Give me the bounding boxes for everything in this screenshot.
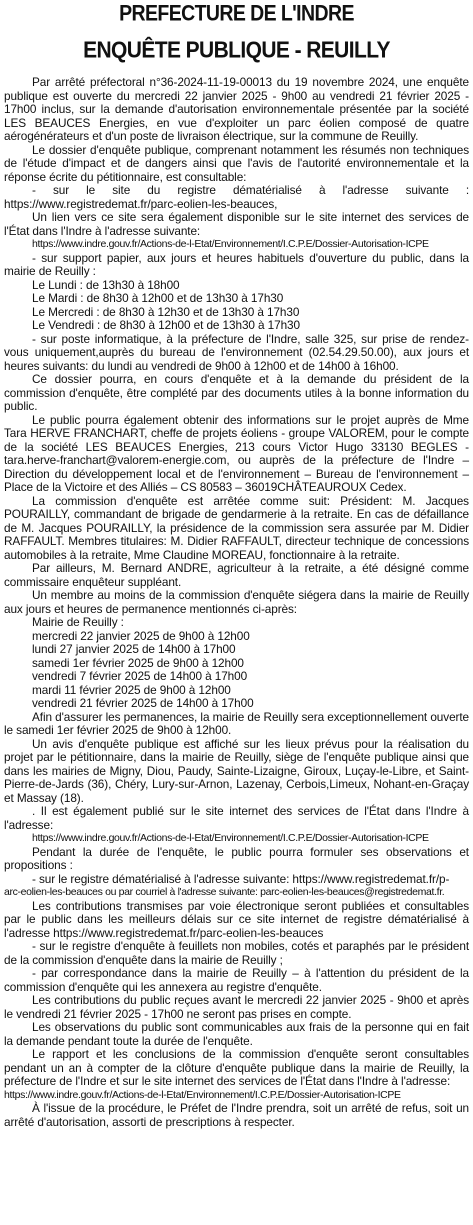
notice-paragraph: À l'issue de la procédure, le Préfet de l'Indre prendra, soit un arrêté de refus, soit un arrêté d'autorisation, assorti de prescriptions à respecter. [4, 1101, 469, 1129]
notice-paragraph: Un avis d'enquête publique est affiché sur les lieux prévus pour la réalisation du projet par le pétitionnaire, dans la mairie de Reuilly, siège de l'enquête publique ainsi que dans les mairies de Migny, Diou, Paudy, Sainte-Lizaigne, Giroux, Luçay-le-Libre, et Saint-Pierre-de-Jards (36), Chéry, Lury-sur-Arnon, Lazenay, Cerbois,Limeux, Nohant-en-Graçay et Massay (18). [4, 736, 469, 805]
notice-paragraph: vendredi 7 février 2025 de 14h00 à 17h00 [32, 669, 248, 683]
notice-paragraph: Les contributions du public reçues avant le mercredi 22 janvier 2025 - 9h00 et après le vendredi 21 février 2025 - 17h00 ne seront pas prises en compte. [4, 993, 469, 1021]
notice-paragraph: Le rapport et les conclusions de la commission d'enquête seront consultables pendant un an à compter de la clôture d'enquête publique dans la mairie de Reuilly, la préfecture de l'Indre et sur le site internet des services de l'État dans l'Indre à l'adresse: [4, 1047, 469, 1088]
notice-paragraph: lundi 27 janvier 2025 de 14h00 à 17h00 [32, 642, 236, 656]
notice-paragraph: Pendant la durée de l'enquête, le public pourra formuler ses observations et propositions : [4, 844, 469, 872]
notice-paragraph: https://www.indre.gouv.fr/Actions-de-l-Etat/Environnement/I.C.P.E/Dossier-Autorisation-ICPE [32, 832, 429, 844]
notice-paragraph: Le Mercredi : de 8h30 à 12h30 et de 13h30 à 17h30 [32, 304, 300, 319]
notice-paragraph: Le Lundi : de 13h30 à 18h00 [32, 277, 180, 292]
notice-paragraph: Les observations du public sont communicables aux frais de la personne qui en fait la demande pendant toute la durée de l'enquête. [4, 1020, 469, 1048]
notice-paragraph: Un membre au moins de la commission d'enquête siégera dans la mairie de Reuilly aux jours et heures de permanence mentionnés ci-après: [4, 588, 469, 616]
notice-paragraph: https://www.indre.gouv.fr/Actions-de-l-Etat/Environnement/I.C.P.E/Dossier-Autorisation-ICPE [32, 238, 429, 250]
notice-paragraph: Mairie de Reuilly : [32, 615, 124, 629]
notice-paragraph: Un lien vers ce site sera également disponible sur le site internet des services de l'État dans l'Indre à l'adresse suivante: [4, 210, 469, 238]
notice-paragraph: arc-eolien-les-beauces ou par courriel à l'adresse suivante: parc-eolien-les-beauces@registredemat.fr. [4, 886, 445, 898]
notice-paragraph: Le Mardi : de 8h30 à 12h00 et de 13h30 à 17h30 [32, 291, 284, 305]
notice-body [4, 76, 469, 1129]
notice-paragraph: mardi 11 février 2025 de 9h00 à 12h00 [32, 682, 231, 697]
notice-paragraph: vendredi 21 février 2025 de 14h00 à 17h00 [32, 696, 254, 710]
prefecture-heading: PREFECTURE DE L'INDRE [119, 1, 354, 27]
notice-title: ENQUÊTE PUBLIQUE - REUILLY [83, 37, 390, 64]
notice-paragraph: mercredi 22 janvier 2025 de 9h00 à 12h00 [32, 628, 250, 643]
notice-paragraph: samedi 1er février 2025 de 9h00 à 12h00 [32, 655, 244, 670]
notice-paragraph: - sur le registre dématérialisé à l'adresse suivante: https://www.registredemat.fr/p- [32, 871, 450, 886]
notice-paragraph: . Il est également publié sur le site internet des services de l'État dans l'Indre à l'adresse: [4, 804, 469, 832]
notice-paragraph: Ce dossier pourra, en cours d'enquête et à la demande du président de la commission d'enquête, être complété par des documents utiles à la bonne information du public. [4, 372, 469, 413]
notice-paragraph: - par correspondance dans la mairie de Reuilly – à l'attention du président de la commission d'enquête qui les annexera au registre d'enquête. [4, 966, 469, 994]
notice-paragraph: - sur support papier, aux jours et heures habituels d'ouverture du public, dans la mairie de Reuilly : [4, 250, 469, 278]
notice-paragraph: Par ailleurs, M. Bernard ANDRE, agriculteur à la retraite, a été désigné comme commissaire enquêteur suppléant. [4, 561, 469, 589]
notice-paragraph: Par arrêté préfectoral n°36-2024-11-19-00013 du 19 novembre 2024, une enquête publique est ouverte du mercredi 22 janvier 2025 - 9h00 au vendredi 21 février 2025 - 17h00 inclus, sur la demande d'autorisation environnementale présentée par la société LES BEAUCES Energies, en vue d'exploiter un parc éolien composé de quatre aérogénérateurs et d'un poste de livraison électrique, sur la commune de Reuilly. [4, 75, 469, 143]
notice-paragraph: - sur poste informatique, à la préfecture de l'Indre, salle 325, sur prise de rendez-vous uniquement,auprès du bureau de l'environnement (02.54.29.50.00), aux jours et heures suivants: du lundi au vendredi de 9h00 à 12h00 et de 14h00 à 16h00. [4, 331, 469, 373]
notice-paragraph: - sur le registre d'enquête à feuillets non mobiles, cotés et paraphés par le président de la commission d'enquête dans la mairie de Reuilly ; [4, 939, 469, 967]
notice-paragraph: Le Vendredi : de 8h30 à 12h00 et de 13h30 à 17h30 [32, 318, 300, 332]
notice-paragraph: Les contributions transmises par voie électronique seront publiées et consultables par le public dans les meilleurs délais sur ce site internet de registre dématérialisé à l'adresse https://www.registredemat.fr/parc-eolien-les-beauces [4, 898, 469, 940]
notice-paragraph: https://www.indre.gouv.fr/Actions-de-l-Etat/Environnement/I.C.P.E/Dossier-Autorisation-ICPE [4, 1088, 401, 1101]
notice-paragraph: Le public pourra également obtenir des informations sur le projet auprès de Mme Tara HERVE FRANCHART, cheffe de projets éoliens - groupe VALOREM, pour le compte de la société LES BEAUCES Energies, 213 cours Victor Hugo 33130 BEGLES - tara.herve-franchart@valorem-energie.com, ou auprès de la préfecture de l'Indre – Direction du développement local et de l'environnement – Bureau de l'environnement – Place de la Victoire et des Alliés – CS 80583 – 36019CHÂTEAUROUX Cedex. [4, 412, 469, 494]
notice-paragraph: La commission d'enquête est arrêtée comme suit: Président: M. Jacques POURAILLY, commandant de brigade de gendarmerie à la retraite. En cas de défaillance de M. Jacques POURAILLY, la présidence de la commission sera assurée par M. Didier RAFFAULT. Membres titulaires: M. Didier RAFFAULT, directeur technique de concessions automobiles à la retraite, Mme Claudine MOREAU, fonctionnaire à la retraite. [4, 493, 469, 562]
notice-paragraph: Le dossier d'enquête publique, comprenant notamment les résumés non techniques de l'étude d'impact et de dangers ainsi que l'avis de l'autorité environnementale et la réponse écrite du pétitionnaire, est consultable: [4, 142, 469, 184]
notice-paragraph: - sur le site du registre dématérialisé à l'adresse suivante : https://www.registredemat.fr/parc-eolien-les-beauces, [4, 183, 469, 211]
notice-paragraph: Afin d'assurer les permanences, la mairie de Reuilly sera exceptionnellement ouverte le samedi 1er février 2025 de 9h00 à 12h00. [4, 709, 469, 737]
